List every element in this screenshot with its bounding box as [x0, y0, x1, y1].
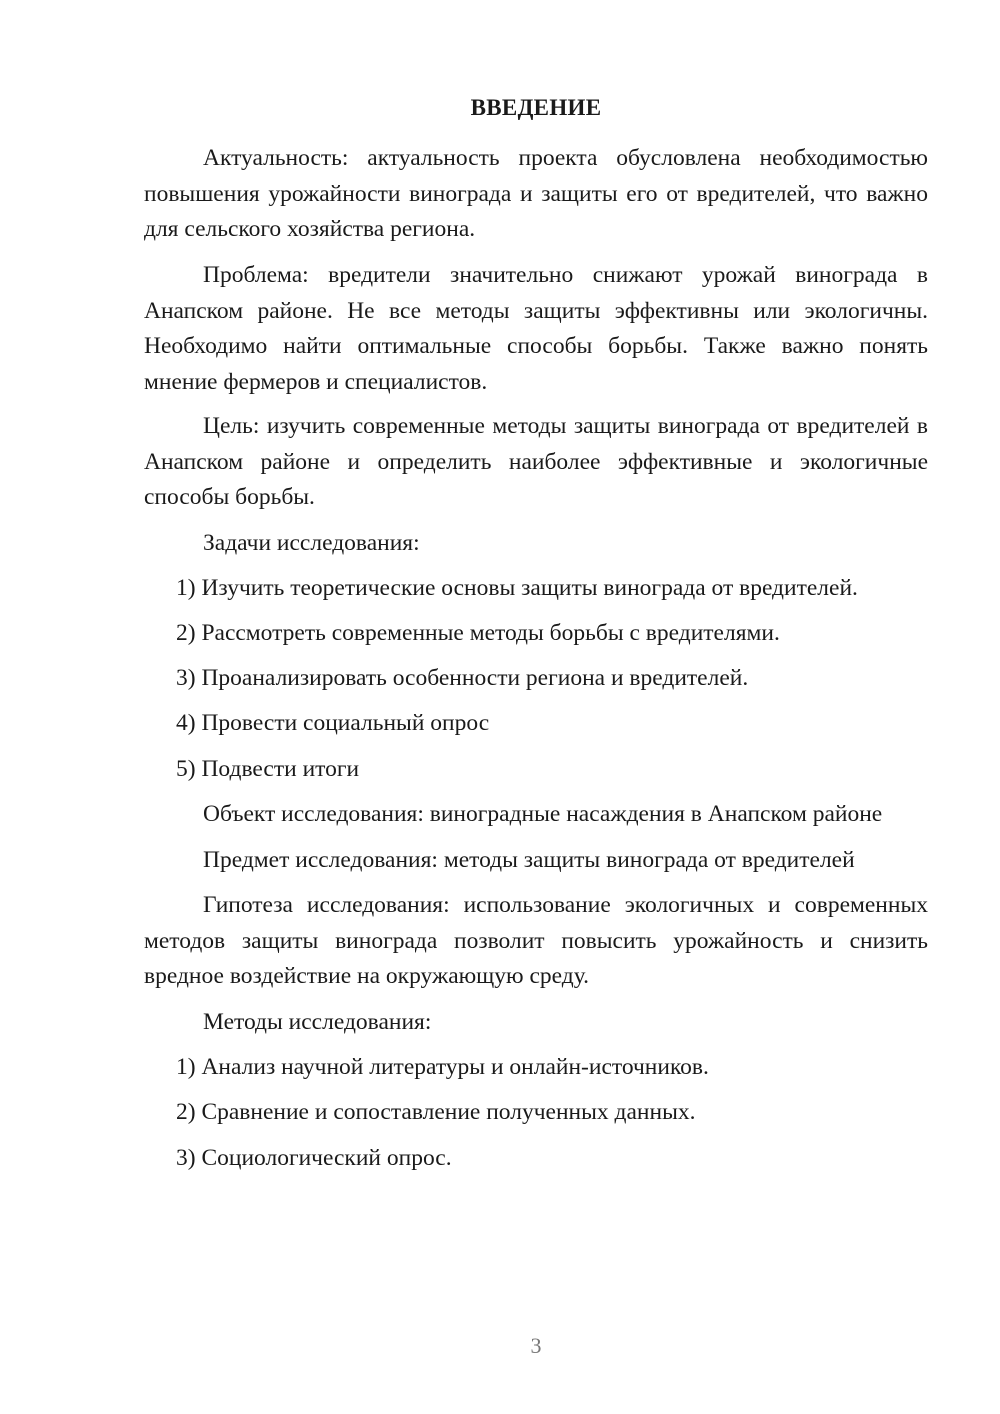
methods-label: Методы исследования: — [203, 1009, 432, 1035]
method-item: 3) Социологический опрос. — [176, 1145, 452, 1171]
tasks-label: Задачи исследования: — [203, 530, 420, 556]
task-item: 3) Проанализировать особенности региона и вредителей. — [176, 665, 749, 691]
relevance-paragraph: Актуальность: актуальность проекта обусловлена необходимостью повышения урожайности винограда и защиты его от вредителей, что важно для сельского хозяйства региона. — [144, 145, 928, 242]
task-item: 5) Подвести итоги — [176, 756, 360, 782]
method-item: 1) Анализ научной литературы и онлайн-источников. — [176, 1054, 709, 1080]
hypothesis-paragraph: Гипотеза исследования: использование экологичных и современных методов защиты винограда позволит повысить урожайность и снизить вредное воздействие на окружающую среду. — [144, 892, 928, 989]
task-item: 1) Изучить теоретические основы защиты винограда от вредителей. — [176, 575, 858, 601]
goal-paragraph: Цель: изучить современные методы защиты винограда от вредителей в Анапском районе и определить наиболее эффективные и экологичные способы борьбы. — [144, 413, 928, 510]
problem-paragraph: Проблема: вредители значительно снижают урожай винограда в Анапском районе. Не все методы защиты эффективны или экологичны. Необходимо найти оптимальные способы борьбы. Также важно понять мнение фермеров и специалистов. — [144, 262, 928, 395]
method-item: 2) Сравнение и сопоставление полученных данных. — [176, 1099, 696, 1125]
task-item: 2) Рассмотреть современные методы борьбы с вредителями. — [176, 620, 780, 646]
section-heading: ВВЕДЕНИЕ — [470, 95, 602, 120]
task-item: 4) Провести социальный опрос — [176, 710, 490, 736]
object-line: Объект исследования: виноградные насаждения в Анапском районе — [203, 801, 883, 827]
page-number: 3 — [530, 1333, 542, 1358]
subject-line: Предмет исследования: методы защиты винограда от вредителей — [203, 847, 855, 873]
